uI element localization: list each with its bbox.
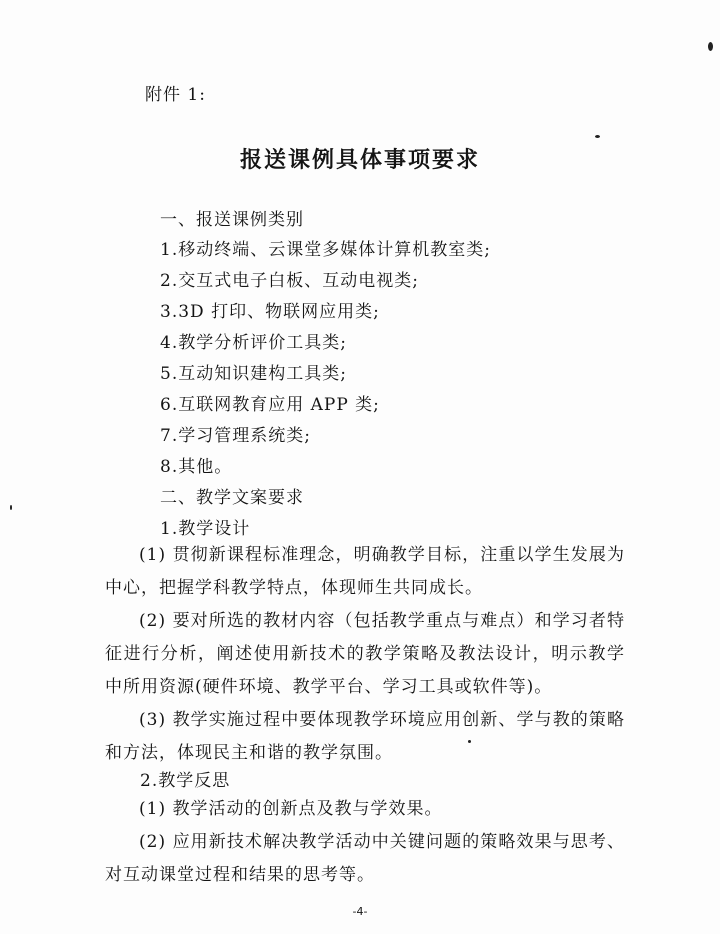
section2-heading: 二、教学文案要求 (160, 488, 304, 508)
paragraph (105, 539, 625, 605)
paragraph-text: (2) 应用新技术解决教学活动中关键问题的策略效果与思考、对互动课堂过程和结果的思考等。 (105, 832, 625, 885)
list-item: 3.3D 打印、物联网应用类; (160, 302, 380, 322)
scan-speck (708, 42, 713, 51)
list-item: 7.学习管理系统类; (160, 426, 311, 446)
paragraph-text: (3) 教学实施过程中要体现教学环境应用创新、学与教的策略和方法，体现民主和谐的教学氛围。 (105, 710, 625, 763)
list-item: 1.移动终端、云课堂多媒体计算机教室类; (160, 240, 491, 260)
list-item: 8.其他。 (160, 457, 233, 477)
paragraph-text: (1) 教学活动的创新点及教与学效果。 (139, 799, 443, 819)
subsection-heading: 1.教学设计 (160, 519, 251, 539)
paragraph-text: (2) 要对所选的教材内容（包括教学重点与难点）和学习者特征进行分析，阐述使用新技术的教学策略及教法设计，明示教学中所用资源(硬件环境、教学平台、学习工具或软件等)。 (105, 611, 625, 697)
subsection-heading: 2.教学反思 (140, 771, 231, 791)
paragraph (105, 826, 625, 892)
page-number: -4- (352, 905, 368, 918)
list-item: 2.交互式电子白板、互动电视类; (160, 271, 419, 291)
list-item: 5.互动知识建构工具类; (160, 364, 347, 384)
section1-heading: 一、报送课例类别 (160, 210, 304, 230)
scan-speck (595, 135, 600, 138)
paragraph-text: (1) 贯彻新课程标准理念，明确教学目标，注重以学生发展为中心，把握学科教学特点，体现师生共同成长。 (105, 545, 625, 598)
document-title: 报送课例具体事项要求 (239, 148, 480, 173)
scan-speck (10, 505, 12, 510)
list-item: 6.互联网教育应用 APP 类; (160, 395, 380, 415)
list-item: 4.教学分析评价工具类; (160, 333, 347, 353)
paragraph (105, 793, 625, 826)
paragraph (105, 605, 625, 704)
attachment-label: 附件 1: (145, 85, 206, 105)
paragraph (105, 704, 625, 770)
